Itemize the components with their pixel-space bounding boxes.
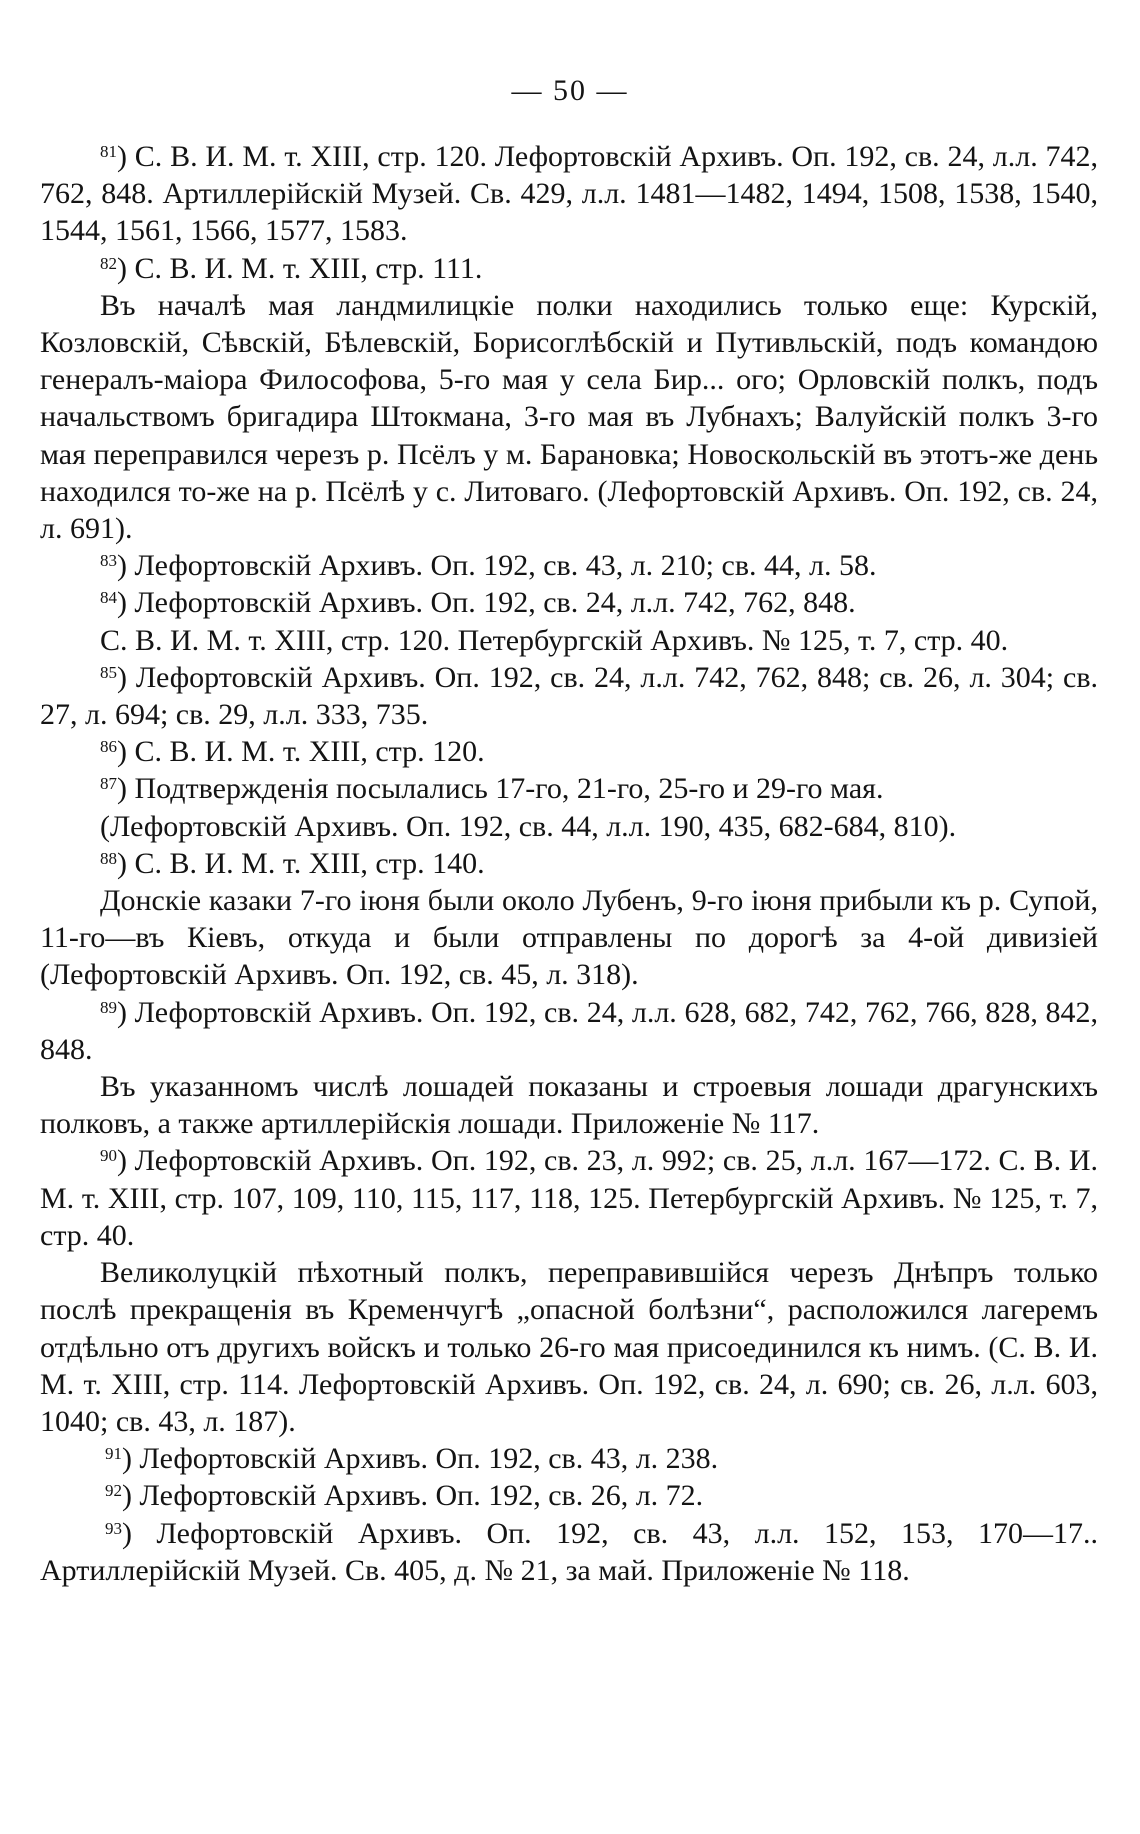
paragraph-text: Великолуцкій пѣхотный полкъ, переправившійся черезъ Днѣпръ только послѣ прекращенія въ Кременчугѣ „опасной болѣзни“, расположился лагеремъ отдѣльно отъ другихъ войскъ и только 26-го мая присоединился къ нимъ. (С. В. И. М. т. XIII, стр. 114. Лефортовскій Архивъ. Оп. 192, св. 24, л. 690; св. 26, л.л. 603, 1040; св. 43, л. 187).	[40, 1256, 1098, 1438]
footnote-marker: 82	[100, 253, 117, 273]
note-paragraph	[40, 808, 1098, 845]
paragraph-text: Донскіе казаки 7-го іюня были около Лубенъ, 9-го іюня прибыли къ р. Супой, 11-го—въ Кіевъ, откуда и были отправлены по дорогѣ за 4-ой дивизіей (Лефортовскій Архивъ. Оп. 192, св. 45, л. 318).	[40, 884, 1098, 992]
footnote-marker: 90	[100, 1146, 117, 1166]
footnote-marker: 87	[100, 774, 117, 794]
footnote-88	[40, 845, 1098, 882]
footnote-92	[40, 1477, 1098, 1514]
footnote-text: ) Лефортовскій Архивъ. Оп. 192, св. 24, л.л. 628, 682, 742, 762, 766, 828, 842, 848.	[40, 995, 1098, 1066]
footnote-text: ) Лефортовскій Архивъ. Оп. 192, св. 43, л.л. 152, 153, 170—17.. Артиллерійскій Музей. Св. 405, д. № 21, за май. Приложеніе № 118.	[40, 1516, 1098, 1587]
page-body	[40, 138, 1098, 1589]
footnote-text: ) С. В. И. М. т. XIII, стр. 120. Лефортовскій Архивъ. Оп. 192, св. 24, л.л. 742, 762, 848. Артиллерійскій Музей. Св. 429, л.л. 1481—1482, 1494, 1508, 1538, 1540, 1544, 1561, 1566, 1577, 1583.	[40, 140, 1098, 248]
footnote-marker: 85	[100, 662, 117, 682]
footnote-marker: 91	[105, 1444, 122, 1464]
footnote-text: ) Подтвержденія посылались 17-го, 21-го, 25-го и 29-го мая.	[117, 772, 884, 806]
footnote-82	[40, 250, 1098, 287]
paragraph-text: Въ началѣ мая ландмилицкіе полки находились только еще: Курскій, Козловскій, Сѣвскій, Бѣлевскій, Борисоглѣбскій и Путивльскій, подъ командою генералъ-маіора Философова, 5-го мая у села Бир... ого; Орловскій полкъ, подъ начальствомъ бригадира Штокмана, 3-го мая въ Лубнахъ; Валуйскій полкъ 3-го мая переправился черезъ р. Псёлъ у м. Барановка; Новоскольскій въ этотъ-же день находился то-же на р. Псёлѣ у с. Литоваго. (Лефортовскій Архивъ. Оп. 192, св. 24, л. 691).	[40, 288, 1098, 546]
footnote-marker: 92	[105, 1481, 122, 1501]
footnote-text: ) С. В. И. М. т. XIII, стр. 120.	[117, 735, 485, 769]
footnote-marker: 88	[100, 848, 117, 868]
footnote-text: ) Лефортовскій Архивъ. Оп. 192, св. 43, л. 210; св. 44, л. 58.	[117, 549, 877, 583]
footnote-93	[40, 1515, 1098, 1589]
footnote-marker: 84	[100, 588, 117, 608]
footnote-marker: 93	[105, 1518, 122, 1538]
footnote-86	[40, 733, 1098, 770]
footnote-91	[40, 1440, 1098, 1477]
footnote-text: ) Лефортовскій Архивъ. Оп. 192, св. 24, л.л. 742, 762, 848.	[117, 586, 856, 620]
footnote-text: ) Лефортовскій Архивъ. Оп. 192, св. 23, л. 992; св. 25, л.л. 167—172. С. В. И. М. т. XIII, стр. 107, 109, 110, 115, 117, 118, 125. Петербургскій Архивъ. № 125, т. 7, стр. 40.	[40, 1144, 1098, 1252]
note-paragraph	[40, 622, 1098, 659]
footnote-marker: 86	[100, 737, 117, 757]
paragraph-text: Въ указанномъ числѣ лошадей показаны и строевыя лошади драгунскихъ полковъ, а также артиллерійскія лошади. Приложеніе № 117.	[40, 1070, 1098, 1141]
footnote-text: ) Лефортовскій Архивъ. Оп. 192, св. 24, л.л. 742, 762, 848; св. 26, л. 304; св. 27, л. 694; св. 29, л.л. 333, 735.	[40, 660, 1098, 732]
footnote-85	[40, 659, 1098, 733]
footnote-83	[40, 547, 1098, 584]
footnote-90	[40, 1142, 1098, 1254]
footnote-text: ) С. В. И. М. т. XIII, стр. 140.	[117, 846, 485, 880]
note-paragraph	[40, 882, 1098, 994]
note-paragraph	[40, 1254, 1098, 1440]
footnote-87	[40, 770, 1098, 807]
footnote-text: ) Лефортовскій Архивъ. Оп. 192, св. 43, л. 238.	[122, 1442, 719, 1476]
footnote-marker: 81	[100, 142, 117, 161]
footnote-81	[40, 138, 1098, 250]
footnote-84	[40, 584, 1098, 621]
footnote-marker: 83	[100, 551, 117, 571]
paragraph-text: (Лефортовскій Архивъ. Оп. 192, св. 44, л.л. 190, 435, 682-684, 810).	[100, 809, 957, 843]
footnote-text: ) Лефортовскій Архивъ. Оп. 192, св. 26, л. 72.	[122, 1479, 704, 1513]
footnote-text: ) С. В. И. М. т. XIII, стр. 111.	[117, 251, 483, 285]
footnote-marker: 89	[100, 997, 117, 1017]
page-number: — 50 —	[511, 74, 629, 107]
note-paragraph	[40, 287, 1098, 547]
footnote-89	[40, 994, 1098, 1068]
note-paragraph	[40, 1068, 1098, 1142]
paragraph-text: С. В. И. М. т. XIII, стр. 120. Петербургскій Архивъ. № 125, т. 7, стр. 40.	[100, 623, 1009, 657]
